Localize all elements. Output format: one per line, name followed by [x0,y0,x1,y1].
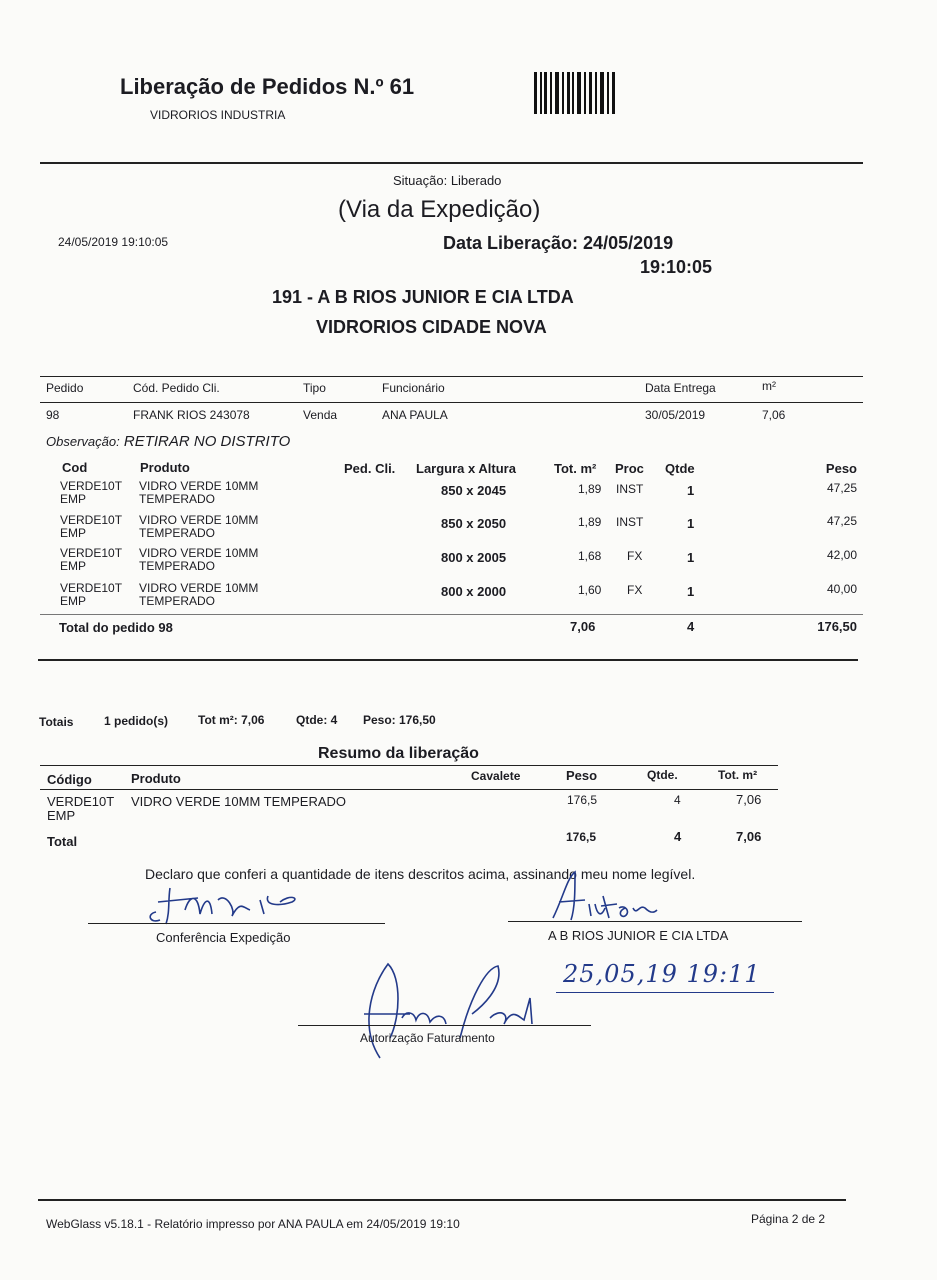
item-row [60,547,122,573]
resumo-total-qtde: 4 [674,829,682,844]
item-tot-m2: 1,60 [578,583,602,597]
resumo-codigo-suffix: EMP [47,808,76,823]
item-qtde: 1 [687,584,695,599]
declaration-text: Declaro que conferi a quantidade de itens descritos acima, assinando meu nome legível. [145,866,696,882]
conferencia-label: Conferência Expedição [156,930,291,945]
item-dim: 850 x 2045 [441,483,507,498]
item-dim: 800 x 2005 [441,550,507,565]
signature-line-cliente [508,921,802,922]
order-top-line [40,376,863,377]
item-peso: 40,00 [826,582,857,596]
observacao [46,433,290,450]
resumo-row-codigo [47,795,114,823]
item-row [60,480,122,506]
item-proc: FX [627,583,643,597]
item-qtde: 1 [687,516,695,531]
resumo-total-peso: 176,5 [566,830,597,844]
item-peso: 42,00 [826,548,857,562]
totais-label: Totais [39,715,74,729]
data-liberacao-time: 19:10:05 [640,257,713,277]
resumo-col-tot-m2: Tot. m² [718,768,758,782]
item-col-dim: Largura x Altura [416,461,516,476]
item-tot-m2: 1,89 [578,482,602,496]
order-tipo: Venda [303,408,338,422]
item-cod: VERDE10T [60,479,123,493]
item-col-ped-cli: Ped. Cli. [344,461,396,476]
item-row [60,514,122,540]
item-cod-suffix: EMP [60,526,87,540]
col-m2: m² [762,379,776,393]
item-produto-line2: TEMPERADO [139,492,216,506]
item-peso: 47,25 [826,481,857,495]
totais-qtde: Qtde: 4 [296,713,338,727]
item-row [60,582,122,608]
item-col-proc: Proc [615,461,644,476]
col-data-entrega: Data Entrega [645,381,716,395]
item-cod-suffix: EMP [60,559,87,573]
observacao-text: RETIRAR NO DISTRITO [123,433,291,450]
col-cod-cli: Cód. Pedido Cli. [133,381,220,395]
item-peso: 47,25 [826,514,857,528]
header-divider [40,162,863,164]
items-bottom-line [38,659,858,661]
item-tot-m2: 1,68 [578,549,602,563]
handwritten-date: 25,05,19 19:11 [563,960,761,988]
item-cod: VERDE10T [60,581,123,595]
item-produto-line2: TEMPERADO [139,526,216,540]
resumo-col-qtde: Qtde. [647,768,678,782]
resumo-produto: VIDRO VERDE 10MM TEMPERADO [131,794,347,809]
order-total-m2: 7,06 [570,619,596,634]
totais-pedidos: 1 pedido(s) [104,714,169,728]
resumo-header-line [40,789,778,790]
item-produto-line2: TEMPERADO [139,594,216,608]
signature-line-autorizacao [298,1025,591,1026]
item-qtde: 1 [687,483,695,498]
item-col-qtde: Qtde [665,461,695,476]
order-total-peso: 176,50 [817,619,857,634]
item-produto [139,480,258,506]
item-produto [139,547,258,573]
footer-software: WebGlass v5.18.1 - Relatório impresso por ANA PAULA em 24/05/2019 19:10 [46,1217,460,1231]
order-pedido: 98 [46,408,60,422]
order-total-label: Total do pedido 98 [59,620,173,635]
cliente-label: A B RIOS JUNIOR E CIA LTDA [548,928,729,943]
resumo-col-cavalete: Cavalete [471,769,521,783]
col-tipo: Tipo [303,381,326,395]
item-cod: VERDE10T [60,546,123,560]
item-dim: 800 x 2000 [441,584,507,599]
item-produto-line1: VIDRO VERDE 10MM [139,581,259,595]
totais-peso: Peso: 176,50 [363,713,436,727]
resumo-top-line [40,765,778,766]
resumo-col-produto: Produto [131,771,181,786]
report-title: Liberação de Pedidos N.º 61 [120,74,415,99]
item-proc: INST [616,482,644,496]
resumo-title: Resumo da liberação [318,745,479,762]
resumo-peso: 176,5 [567,793,598,807]
item-col-cod: Cod [62,460,88,475]
resumo-total-m2: 7,06 [736,829,762,844]
item-produto-line1: VIDRO VERDE 10MM [139,479,259,493]
col-pedido: Pedido [46,381,84,395]
situacao: Situação: Liberado [393,173,502,188]
order-data-entrega: 30/05/2019 [645,408,706,422]
order-header-line [40,402,863,403]
print-timestamp: 24/05/2019 19:10:05 [58,235,169,249]
col-funcionario: Funcionário [382,381,445,395]
handwritten-date-underline [556,992,774,993]
item-proc: INST [616,515,644,529]
via-label: (Via da Expedição) [338,196,541,223]
item-dim: 850 x 2050 [441,516,507,531]
items-total-line [40,614,863,615]
data-liberacao: Data Liberação: 24/05/2019 [443,233,674,253]
item-produto [139,582,258,608]
resumo-codigo: VERDE10T [47,794,115,809]
barcode-icon [534,72,620,114]
item-col-peso: Peso [825,461,857,476]
item-col-produto: Produto [140,460,190,475]
client-name: 191 - A B RIOS JUNIOR E CIA LTDA [272,287,574,307]
resumo-col-peso: Peso [566,768,598,783]
client-branch: VIDRORIOS CIDADE NOVA [316,317,547,337]
item-produto-line1: VIDRO VERDE 10MM [139,546,259,560]
resumo-tot-m2: 7,06 [736,792,762,807]
item-produto-line2: TEMPERADO [139,559,216,573]
signature-cliente [545,868,665,928]
signature-autorizacao [340,958,540,1068]
footer-page: Página 2 de 2 [751,1212,826,1226]
item-col-tot-m2: Tot. m² [554,461,597,476]
autorizacao-label: Autorização Faturamento [360,1031,495,1045]
order-funcionario: ANA PAULA [382,408,448,422]
order-m2: 7,06 [762,408,786,422]
item-proc: FX [627,549,643,563]
item-tot-m2: 1,89 [578,515,602,529]
signature-line-conferencia [88,923,385,924]
item-cod: VERDE10T [60,513,123,527]
order-total-qtde: 4 [687,619,695,634]
totais-m2: Tot m²: 7,06 [198,713,265,727]
item-qtde: 1 [687,550,695,565]
resumo-col-codigo: Código [47,772,92,787]
resumo-total-label: Total [47,834,78,849]
company-name: VIDRORIOS INDUSTRIA [150,108,286,122]
order-cod-cli: FRANK RIOS 243078 [133,408,250,422]
footer-line [38,1199,846,1201]
item-produto-line1: VIDRO VERDE 10MM [139,513,259,527]
item-cod-suffix: EMP [60,594,87,608]
resumo-qtde: 4 [674,793,681,807]
item-cod-suffix: EMP [60,492,87,506]
item-produto [139,514,258,540]
observacao-label: Observação: [46,434,120,449]
